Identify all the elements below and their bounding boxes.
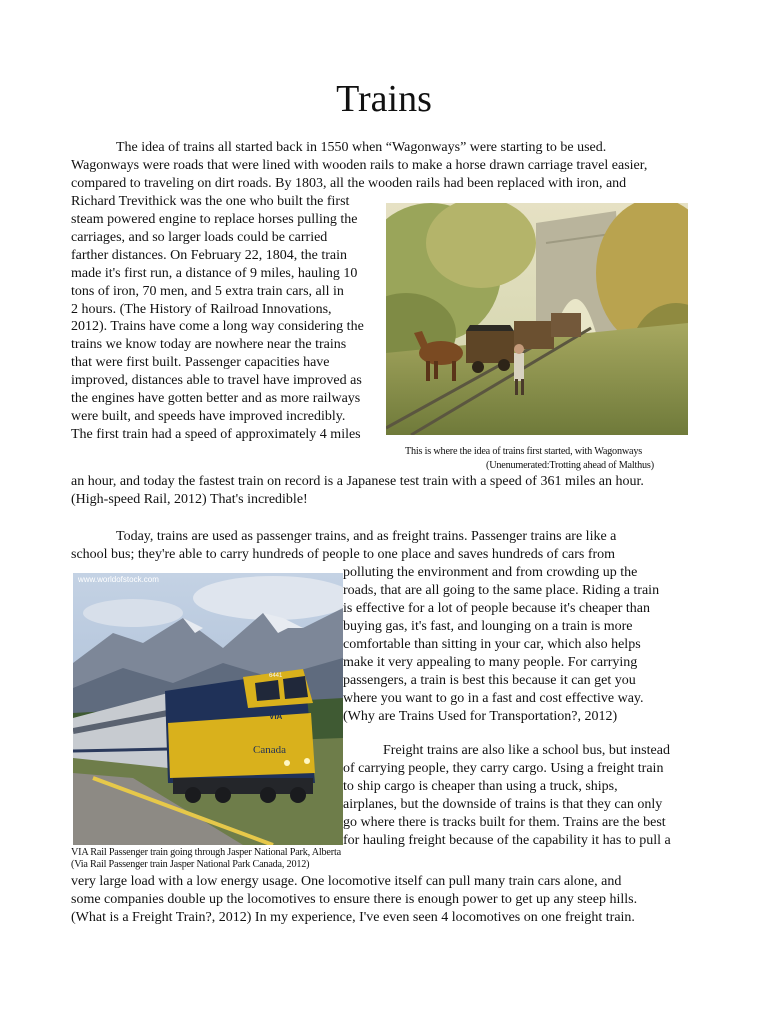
figure-caption: This is where the idea of trains first started, with Wagonways bbox=[405, 446, 642, 457]
text-line: tons of iron, 70 men, and 5 extra train cars, all in bbox=[71, 284, 344, 299]
text-line: roads, that are all going to the same place. Riding a train bbox=[343, 583, 660, 598]
page-title: Trains bbox=[336, 78, 432, 120]
figure-caption: VIA Rail Passenger train going through Jasper National Park, Alberta bbox=[71, 847, 341, 858]
text-line: (What is a Freight Train?, 2012) In my experience, I've even seen 4 locomotives on one freight train. bbox=[71, 910, 635, 925]
text-line: 2 hours. (The History of Railroad Innovations, bbox=[71, 302, 332, 317]
text-line: Today, trains are used as passenger trains, and as freight trains. Passenger trains are like a bbox=[116, 529, 617, 544]
text-line: where you want to go in a fast and cost effective way. bbox=[343, 691, 644, 706]
text-line: Richard Trevithick was the one who built the first bbox=[71, 194, 350, 209]
text-line: The idea of trains all started back in 1550 when “Wagonways” were starting to be used. bbox=[116, 140, 607, 155]
text-line: passengers, a train is best this because it can get you bbox=[343, 673, 636, 688]
text-line: The first train had a speed of approximately 4 miles bbox=[71, 427, 361, 442]
loco-number: 6441 bbox=[269, 673, 283, 679]
text-line: is effective for a lot of people because it's cheaper than bbox=[343, 601, 651, 616]
text-line: airplanes, but the downside of trains is that they can only bbox=[343, 797, 663, 812]
text-line: some companies double up the locomotives to ensure there is enough power to get up any steep hills. bbox=[71, 892, 638, 907]
via-rail-train-photo bbox=[73, 573, 343, 845]
text-line: go where there is tracks built for them. Trains are the best bbox=[343, 815, 666, 830]
watermark-text: www.worldofstock.com bbox=[78, 575, 159, 584]
text-line: farther distances. On February 22, 1804, the train bbox=[71, 248, 348, 263]
text-line: to ship cargo is cheaper than using a truck, ships, bbox=[343, 779, 618, 794]
text-line: very large load with a low energy usage. One locomotive itself can pull many train cars alone, and bbox=[71, 874, 622, 889]
text-line: carriages, and so larger loads could be carried bbox=[71, 230, 328, 245]
text-line: Freight trains are also like a school bus, but instead bbox=[383, 743, 670, 758]
text-line: (Why are Trains Used for Transportation?, 2012) bbox=[343, 709, 618, 724]
text-line: an hour, and today the fastest train on record is a Japanese test train with a speed of 361 miles an hour. bbox=[71, 474, 644, 489]
text-line: made it's first run, a distance of 9 miles, hauling 10 bbox=[71, 266, 358, 281]
text-line: buying gas, it's fast, and lounging on a train is more bbox=[343, 619, 633, 634]
text-line: make it very appealing to many people. For carrying bbox=[343, 655, 638, 670]
text-line: the engines have gotten better and as more railways bbox=[71, 391, 361, 406]
text-line: (High-speed Rail, 2012) That's incredible! bbox=[71, 492, 308, 507]
canada-wordmark: Canada bbox=[253, 744, 286, 756]
text-line: for hauling freight because of the capability it has to pull a bbox=[343, 833, 671, 848]
wagonway-painting bbox=[386, 203, 688, 435]
text-line: improved, distances able to travel have improved as bbox=[71, 373, 362, 388]
text-line: of carrying people, they carry cargo. Using a freight train bbox=[343, 761, 664, 776]
text-line: were built, and speeds have improved incredibly. bbox=[71, 409, 346, 424]
text-line: 2012). Trains have come a long way considering the bbox=[71, 319, 364, 334]
via-brand: VIA bbox=[269, 712, 283, 721]
text-line: trains we know today are nowhere near the trains bbox=[71, 337, 347, 352]
text-line: steam powered engine to replace horses pulling the bbox=[71, 212, 358, 227]
text-line: polluting the environment and from crowding up the bbox=[343, 565, 638, 580]
text-line: school bus; they're able to carry hundreds of people to one place and saves hundreds of cars from bbox=[71, 547, 616, 562]
text-line: Wagonways were roads that were lined with wooden rails to make a horse drawn carriage travel easier, bbox=[71, 158, 648, 173]
text-line: compared to traveling on dirt roads. By 1803, all the wooden rails had been replaced with iron, and bbox=[71, 176, 627, 191]
text-line: comfortable than sitting in your car, which also helps bbox=[343, 637, 641, 652]
text-line: that were first built. Passenger capacities have bbox=[71, 355, 330, 370]
figure-caption: (Via Rail Passenger train Jasper National Park Canada, 2012) bbox=[71, 859, 310, 870]
figure-caption: (Unenumerated:Trotting ahead of Malthus) bbox=[486, 460, 654, 471]
